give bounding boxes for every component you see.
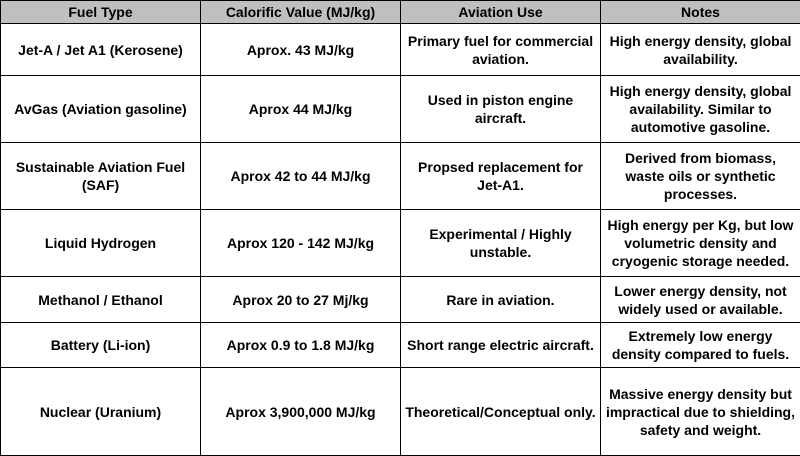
- cell-fuel-type: Methanol / Ethanol: [1, 277, 201, 323]
- header-calorific-value: Calorific Value (MJ/kg): [201, 1, 401, 24]
- cell-aviation-use: Theoretical/Conceptual only.: [401, 368, 601, 456]
- cell-aviation-use: Used in piston engine aircraft.: [401, 76, 601, 143]
- header-fuel-type: Fuel Type: [1, 1, 201, 24]
- cell-calorific-value: Aprox. 43 MJ/kg: [201, 24, 401, 76]
- cell-fuel-type: Sustainable Aviation Fuel (SAF): [1, 143, 201, 210]
- table-row: [1, 210, 800, 277]
- cell-aviation-use: Experimental / Highly unstable.: [401, 210, 601, 277]
- cell-calorific-value: Aprox 42 to 44 MJ/kg: [201, 143, 401, 210]
- cell-notes: Derived from biomass, waste oils or synthetic processes.: [601, 143, 800, 210]
- cell-calorific-value: Aprox 20 to 27 Mj/kg: [201, 277, 401, 323]
- cell-notes: High energy density, global availability.: [601, 24, 800, 76]
- header-notes: Notes: [601, 1, 800, 24]
- cell-fuel-type: Nuclear (Uranium): [1, 368, 201, 456]
- cell-calorific-value: Aprox 0.9 to 1.8 MJ/kg: [201, 323, 401, 368]
- cell-fuel-type: Jet-A / Jet A1 (Kerosene): [1, 24, 201, 76]
- cell-notes: Lower energy density, not widely used or available.: [601, 277, 800, 323]
- cell-aviation-use: Short range electric aircraft.: [401, 323, 601, 368]
- cell-fuel-type: AvGas (Aviation gasoline): [1, 76, 201, 143]
- cell-notes: High energy per Kg, but low volumetric density and cryogenic storage needed.: [601, 210, 800, 277]
- cell-notes: High energy density, global availability. Similar to automotive gasoline.: [601, 76, 800, 143]
- cell-notes: Extremely low energy density compared to fuels.: [601, 323, 800, 368]
- cell-calorific-value: Aprox 44 MJ/kg: [201, 76, 401, 143]
- table-row: [1, 76, 800, 143]
- table-header-row: [1, 1, 800, 24]
- cell-aviation-use: Rare in aviation.: [401, 277, 601, 323]
- header-aviation-use: Aviation Use: [401, 1, 601, 24]
- cell-fuel-type: Liquid Hydrogen: [1, 210, 201, 277]
- table-row: [1, 368, 800, 456]
- table-row: [1, 24, 800, 76]
- table-row: [1, 277, 800, 323]
- cell-aviation-use: Primary fuel for commercial aviation.: [401, 24, 601, 76]
- cell-calorific-value: Aprox 3,900,000 MJ/kg: [201, 368, 401, 456]
- table-row: [1, 323, 800, 368]
- cell-aviation-use: Propsed replacement for Jet-A1.: [401, 143, 601, 210]
- cell-calorific-value: Aprox 120 - 142 MJ/kg: [201, 210, 401, 277]
- table-row: [1, 143, 800, 210]
- cell-notes: Massive energy density but impractical due to shielding, safety and weight.: [601, 368, 800, 456]
- cell-fuel-type: Battery (Li-ion): [1, 323, 201, 368]
